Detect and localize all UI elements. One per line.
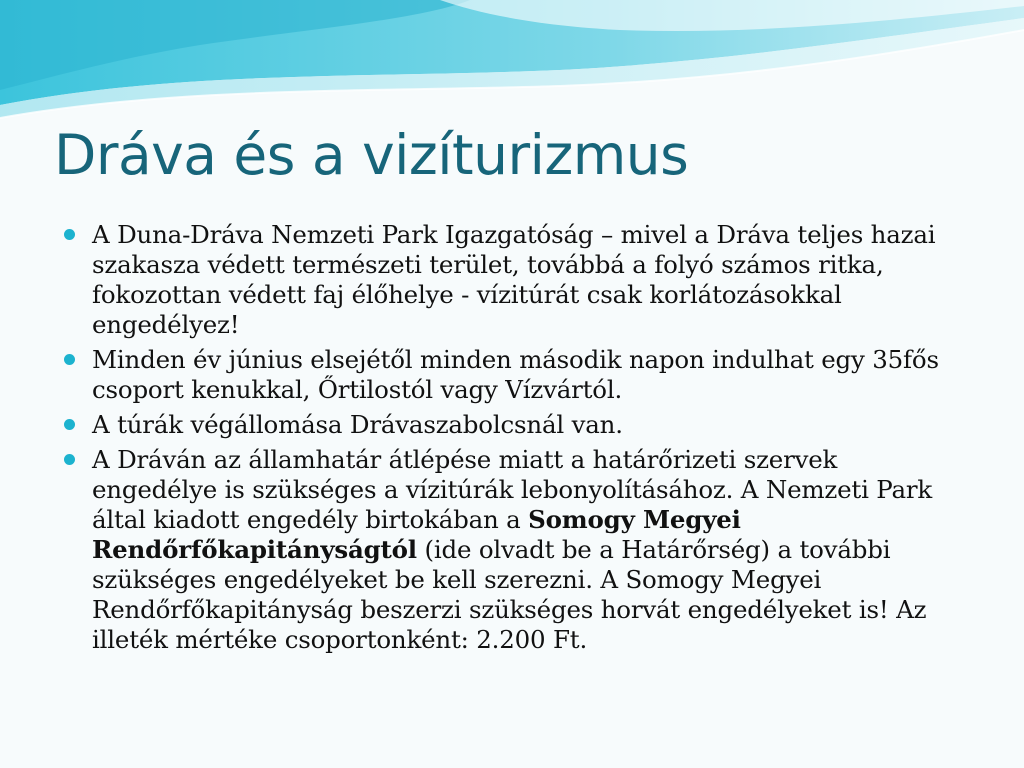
list-item [62,345,962,405]
bullet-bold-text: Somogy Megyei Rendőrfőkapitányságtól [92,505,741,564]
bullet-icon [64,454,75,465]
bullet-list [62,220,962,660]
slide-title: Dráva és a vizíturizmus [54,123,689,187]
bullet-text: A túrák végállomása Drávaszabolcsnál van. [92,410,623,439]
bullet-icon [64,419,75,430]
bullet-text: Minden év június elsejétől minden második napon indulhat egy 35fős csoport kenukkal, Őrtilostól vagy Vízvártól. [92,345,939,404]
bullet-icon [64,354,75,365]
bullet-text: A Duna-Dráva Nemzeti Park Igazgatóság – mivel a Dráva teljes hazai szakasza védett természeti terület, továbbá a folyó számos ritka, fokozottan védett faj élőhelye - vízitúrát csak korlátozásokkal engedélyez! [92,220,936,339]
bullet-text-part: A Dráván az államhatár átlépése miatt a határőrizeti szervek engedélye is szükséges a vízitúrák lebonyolításához. A Nemzeti Park által kiadott engedély birtokában a [92,445,933,534]
bullet-icon [64,229,75,240]
list-item [62,445,962,655]
list-item [62,410,962,440]
list-item [62,220,962,340]
wave-decoration [0,0,1024,130]
bullet-text-part: (ide olvadt be a Határőrség) a további szükséges engedélyeket be kell szerezni. A Somogy Megyei Rendőrfőkapitányság beszerzi szükséges horvát engedélyeket is! Az illeték mértéke csoportonként: 2.200 Ft. [92,535,927,654]
